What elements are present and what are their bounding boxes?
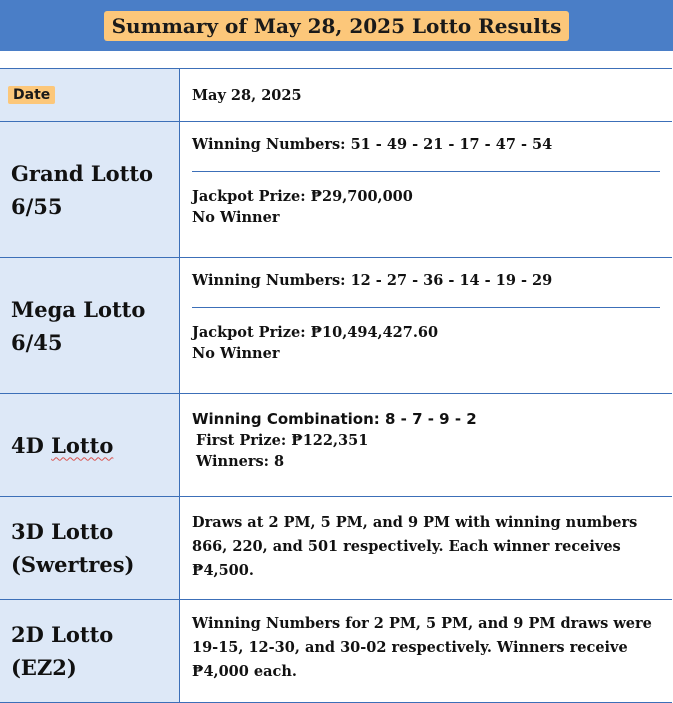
- mega-lotto-details: [180, 258, 672, 393]
- mega-lotto-name-cell: [0, 258, 180, 393]
- date-badge: Date: [8, 86, 55, 104]
- two-d-name-cell: [0, 600, 180, 702]
- date-value-cell: [180, 69, 672, 121]
- grand-lotto-details: [180, 122, 672, 257]
- grand-lotto-divider: [192, 171, 660, 172]
- grand-lotto-name-cell: [0, 122, 180, 257]
- three-d-name-line1: 3D Lotto: [11, 519, 114, 544]
- title-bar: [0, 0, 673, 51]
- grand-lotto-winning-numbers: Winning Numbers: 51 - 49 - 21 - 17 - 47 - 54: [192, 136, 553, 153]
- date-row: [0, 69, 672, 122]
- grand-lotto-name: [11, 157, 153, 223]
- three-d-name-line2: (Swertres): [11, 552, 135, 577]
- two-d-description: Winning Numbers for 2 PM, 5 PM, and 9 PM draws were 19-15, 12-30, and 30-02 respectively. Winners receive ₱4,000 each.: [192, 615, 652, 680]
- four-d-winners: Winners: 8: [196, 453, 285, 470]
- two-d-details: [180, 600, 672, 702]
- two-d-name-line2: (EZ2): [11, 655, 77, 680]
- mega-lotto-name-line2: 6/45: [11, 329, 63, 355]
- mega-lotto-winner-status: No Winner: [192, 345, 280, 362]
- mega-lotto-winning-numbers: Winning Numbers: 12 - 27 - 36 - 14 - 19 - 29: [192, 272, 553, 289]
- three-d-description: Draws at 2 PM, 5 PM, and 9 PM with winning numbers 866, 220, and 501 respectively. Each winner receives ₱4,500.: [192, 514, 638, 579]
- results-table: [0, 68, 672, 703]
- four-d-winning-combination: Winning Combination: 8 - 7 - 9 - 2: [192, 410, 477, 428]
- three-d-row: [0, 497, 672, 600]
- four-d-name-cell: [0, 394, 180, 496]
- mega-lotto-row: [0, 258, 672, 394]
- grand-lotto-name-line2: 6/55: [11, 193, 63, 219]
- three-d-name: [11, 515, 135, 581]
- mega-lotto-divider: [192, 307, 660, 308]
- grand-lotto-name-line1: Grand Lotto: [11, 160, 154, 186]
- grand-lotto-jackpot: Jackpot Prize: ₱29,700,000: [192, 188, 413, 205]
- four-d-first-prize: First Prize: ₱122,351: [196, 432, 369, 449]
- four-d-row: [0, 394, 672, 497]
- four-d-details: [180, 394, 672, 496]
- page-title: Summary of May 28, 2025 Lotto Results: [104, 11, 570, 41]
- two-d-name-line1: 2D Lotto: [11, 622, 114, 647]
- two-d-row: [0, 600, 672, 703]
- four-d-name-prefix: 4D: [11, 432, 52, 458]
- three-d-details: [180, 497, 672, 599]
- mega-lotto-jackpot: Jackpot Prize: ₱10,494,427.60: [192, 324, 439, 341]
- date-value: May 28, 2025: [192, 86, 302, 104]
- grand-lotto-row: [0, 122, 672, 258]
- mega-lotto-name: [11, 293, 145, 359]
- date-label-cell: [0, 69, 180, 121]
- two-d-name: [11, 618, 113, 684]
- mega-lotto-name-line1: Mega Lotto: [11, 296, 146, 322]
- grand-lotto-winner-status: No Winner: [192, 209, 280, 226]
- four-d-name-word: Lotto: [51, 432, 114, 458]
- four-d-name: [11, 429, 113, 462]
- three-d-name-cell: [0, 497, 180, 599]
